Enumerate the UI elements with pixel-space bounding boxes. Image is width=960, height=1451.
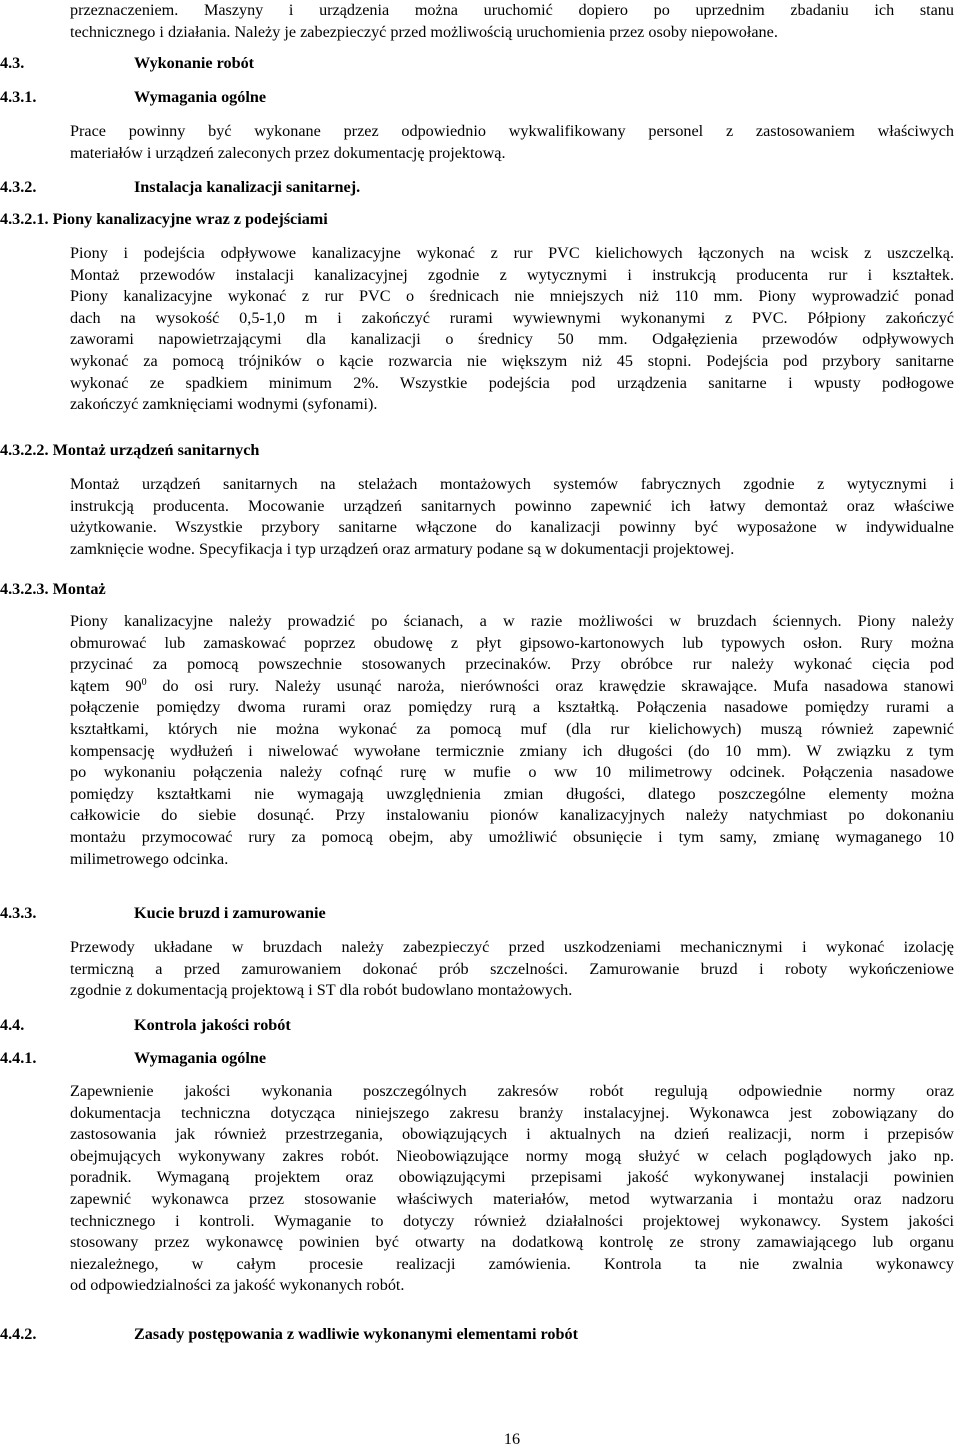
intro-paragraph (70, 0, 954, 43)
paragraph (70, 474, 954, 560)
paragraph (70, 611, 954, 870)
section-number: 4.4.1. (0, 1049, 37, 1067)
text-line: zaworami napowietrzającymi dla kanalizacji o średnicy 50 mm. Odgałęzienia przewodów odpływowych (70, 330, 954, 349)
text-line: przycinać za pomocą powszechnie stosowanych przecinaków. Przy obróbce rur należy wykonać cięcia pod (70, 655, 954, 674)
section-title: Wymagania ogólne (134, 88, 267, 106)
superscript: 0 (141, 676, 147, 688)
section-number: 4.4. (0, 1016, 25, 1034)
section-title: Instalacja kanalizacji sanitarnej. (134, 178, 361, 196)
text-line: technicznego i kontroli. Wymaganie to dotyczy również działalności projektowej wykonawcy. System jakości (70, 1211, 954, 1230)
text-line: kształtkami, których nie można wykonać za pomocą muf (dla rur kielichowych) muszą również zapewnić (70, 719, 954, 738)
text-line: stosowany przez wykonawcę powinien być otwarty na dodatkową kontrolę ze strony zamawiającego lub organu (70, 1233, 954, 1252)
text-line (70, 676, 954, 698)
text-line: wykonać ze spadkiem minimum 2%. Wszystkie podejścia pod urządzenia sanitarne i wpusty podłogowe (70, 373, 954, 392)
text-line: dokumentacja techniczna dotycząca niniejszego zakresu branży instalacyjnej. Wykonawca jest zobowiązany do (70, 1103, 954, 1122)
text-line: zakończyć zamknięciami wodnymi (syfonami). (70, 395, 378, 414)
text-line: wykonać za pomocą trójników o kącie rozwarcia nie większym niż 45 stopni. Podejścia pod przybory sanitarne (70, 351, 954, 370)
text-line: Piony kanalizacyjne wykonać z rur PVC o średnicach nie mniejszych niż 110 mm. Piony wyprowadzić ponad (70, 287, 954, 306)
text-line: technicznego i działania. Należy je zabezpieczyć przed możliwością uruchomienia przez osoby niepowołane. (70, 22, 778, 41)
paragraph (70, 121, 954, 164)
text-line: poradnik. Wymaganą projektem oraz obowiązującymi przepisami jakość wykonywanej instalacji powinien (70, 1168, 954, 1187)
text-line: zamknięcie wodne. Specyfikacja i typ urządzeń oraz armatury podane są w dokumentacji projektowej. (70, 539, 735, 558)
section-number: 4.3. (0, 54, 25, 72)
text-line: Piony kanalizacyjne należy prowadzić po ścianach, a w razie możliwości w bruzdach ściennych. Piony należy (70, 612, 954, 630)
text-line: instrukcją producenta. Mocowanie urządzeń sanitarnych powinno zapewnić ich łatwy demontaż oraz właściwe (70, 496, 954, 515)
text-line: termiczną a przed zamurowaniem dokonać prób szczelności. Zamurowanie bruzd i roboty wykończeniowe (70, 959, 954, 978)
section-number: 4.3.3. (0, 904, 37, 922)
text-line: zgodnie z dokumentacją projektową i ST dla robót budowlano montażowych. (70, 981, 573, 1000)
text-line: przeznaczeniem. Maszyny i urządzenia można uruchomić dopiero po uprzednim zbadaniu ich stanu (70, 1, 954, 19)
text-line: milimetrowego odcinka. (70, 849, 229, 868)
text-line: połączenie pomiędzy dwoma rurami oraz pomiędzy rurą a kształtką. Połączenia nasadowe pomiędzy rurami a (70, 698, 954, 717)
text-line: montażu przymocować rury za pomocą obejm, aby umożliwić obsunięcie i tym samy, zmianę wymaganego 10 (70, 827, 954, 846)
text-line: całkowicie do siebie dosunąć. Przy instalowaniu pionów kanalizacyjnych należy natychmiast po dokonaniu (70, 806, 954, 825)
page-number: 16 (503, 1430, 521, 1448)
text-line: zastosowania jak również przestrzegania, obowiązujących i aktualnych na dzień realizacji, norm i przepisów (70, 1125, 954, 1144)
text-line: Zapewnienie jakości wykonania poszczególnych zakresów robót regulują odpowiednie normy oraz (70, 1082, 954, 1100)
text-line: obejmujących wykonywany zakres robót. Nieobowiązujące normy mogą służyć w celach poglądowych jako np. (70, 1146, 954, 1165)
subsection-heading: 4.3.2.3. Montaż (0, 580, 106, 598)
section-title: Zasady postępowania z wadliwie wykonanymi elementami robót (134, 1325, 578, 1343)
text-line: materiałów i urządzeń zaleconych przez dokumentację projektową. (70, 143, 506, 162)
paragraph (70, 1081, 954, 1297)
text-line: obmurować lub zamaskować poprzez obudowę z płyt gipsowo-kartonowych lub typowych osłon. Rury można (70, 633, 954, 652)
text-fragment: kątem 90 (70, 676, 142, 695)
text-line: Prace powinny być wykonane przez odpowiednio wykwalifikowany personel z zastosowaniem właściwych (70, 122, 954, 140)
text-line: kompensację wydłużeń i niwelować wywołane termicznie zmiany ich długości (do 10 mm). W związku z tym (70, 741, 954, 760)
text-line: Montaż urządzeń sanitarnych na stelażach montażowych systemów fabrycznych zgodnie z wytycznymi i (70, 475, 954, 493)
section-title: Kontrola jakości robót (134, 1016, 291, 1034)
text-line: Przewody układane w bruzdach należy zabezpieczyć przed uszkodzeniami mechanicznymi i wykonać izolację (70, 938, 954, 956)
section-title: Wymagania ogólne (134, 1049, 267, 1067)
text-line: Piony i podejścia odpływowe kanalizacyjne wykonać z rur PVC kielichowych łączonych na wcisk z uszczelką. (70, 244, 954, 262)
text-line: pomiędzy kształtkami nie wymagają uwzględnienia zmian długości, dlatego poszczególne elementy można (70, 784, 954, 803)
section-number: 4.3.1. (0, 88, 37, 106)
section-number: 4.3.2. (0, 178, 37, 196)
text-line: zapewnić wykonawca przez stosowanie właściwych materiałów, metod wytwarzania i montażu oraz nadzoru (70, 1189, 954, 1208)
section-number: 4.4.2. (0, 1325, 37, 1343)
text-line: dach na wysokość 0,5-1,0 m i zakończyć rurami wywiewnymi wykonanymi z PVC. Półpiony zakończyć (70, 308, 954, 327)
paragraph (70, 243, 954, 416)
section-title: Kucie bruzd i zamurowanie (134, 904, 326, 922)
text-line: użytkowanie. Wszystkie przybory sanitarne włączone do kanalizacji powinny być wyposażone w indywidualne (70, 518, 954, 537)
text-line: po wykonaniu połączenia należy cofnąć rurę w mufie o ww 10 milimetrowy odcinek. Połączenia nasadowe (70, 763, 954, 782)
subsection-heading: 4.3.2.1. Piony kanalizacyjne wraz z podejściami (0, 210, 328, 228)
paragraph (70, 937, 954, 1002)
text-line: od odpowiedzialności za jakość wykonanych robót. (70, 1276, 405, 1295)
text-line: niezależnego, w całym procesie realizacji zamówienia. Kontrola ta nie zwalnia wykonawcy (70, 1254, 954, 1273)
section-title: Wykonanie robót (134, 54, 255, 72)
text-line: Montaż przewodów instalacji kanalizacyjnej zgodnie z wytycznymi i instrukcją producenta rur i kształtek. (70, 265, 954, 284)
subsection-heading: 4.3.2.2. Montaż urządzeń sanitarnych (0, 441, 260, 459)
text-fragment: do osi rury. Należy usunąć naroża, nierówności oraz krawędzie skrawające. Mufa nasadowa stanowi (146, 676, 955, 695)
